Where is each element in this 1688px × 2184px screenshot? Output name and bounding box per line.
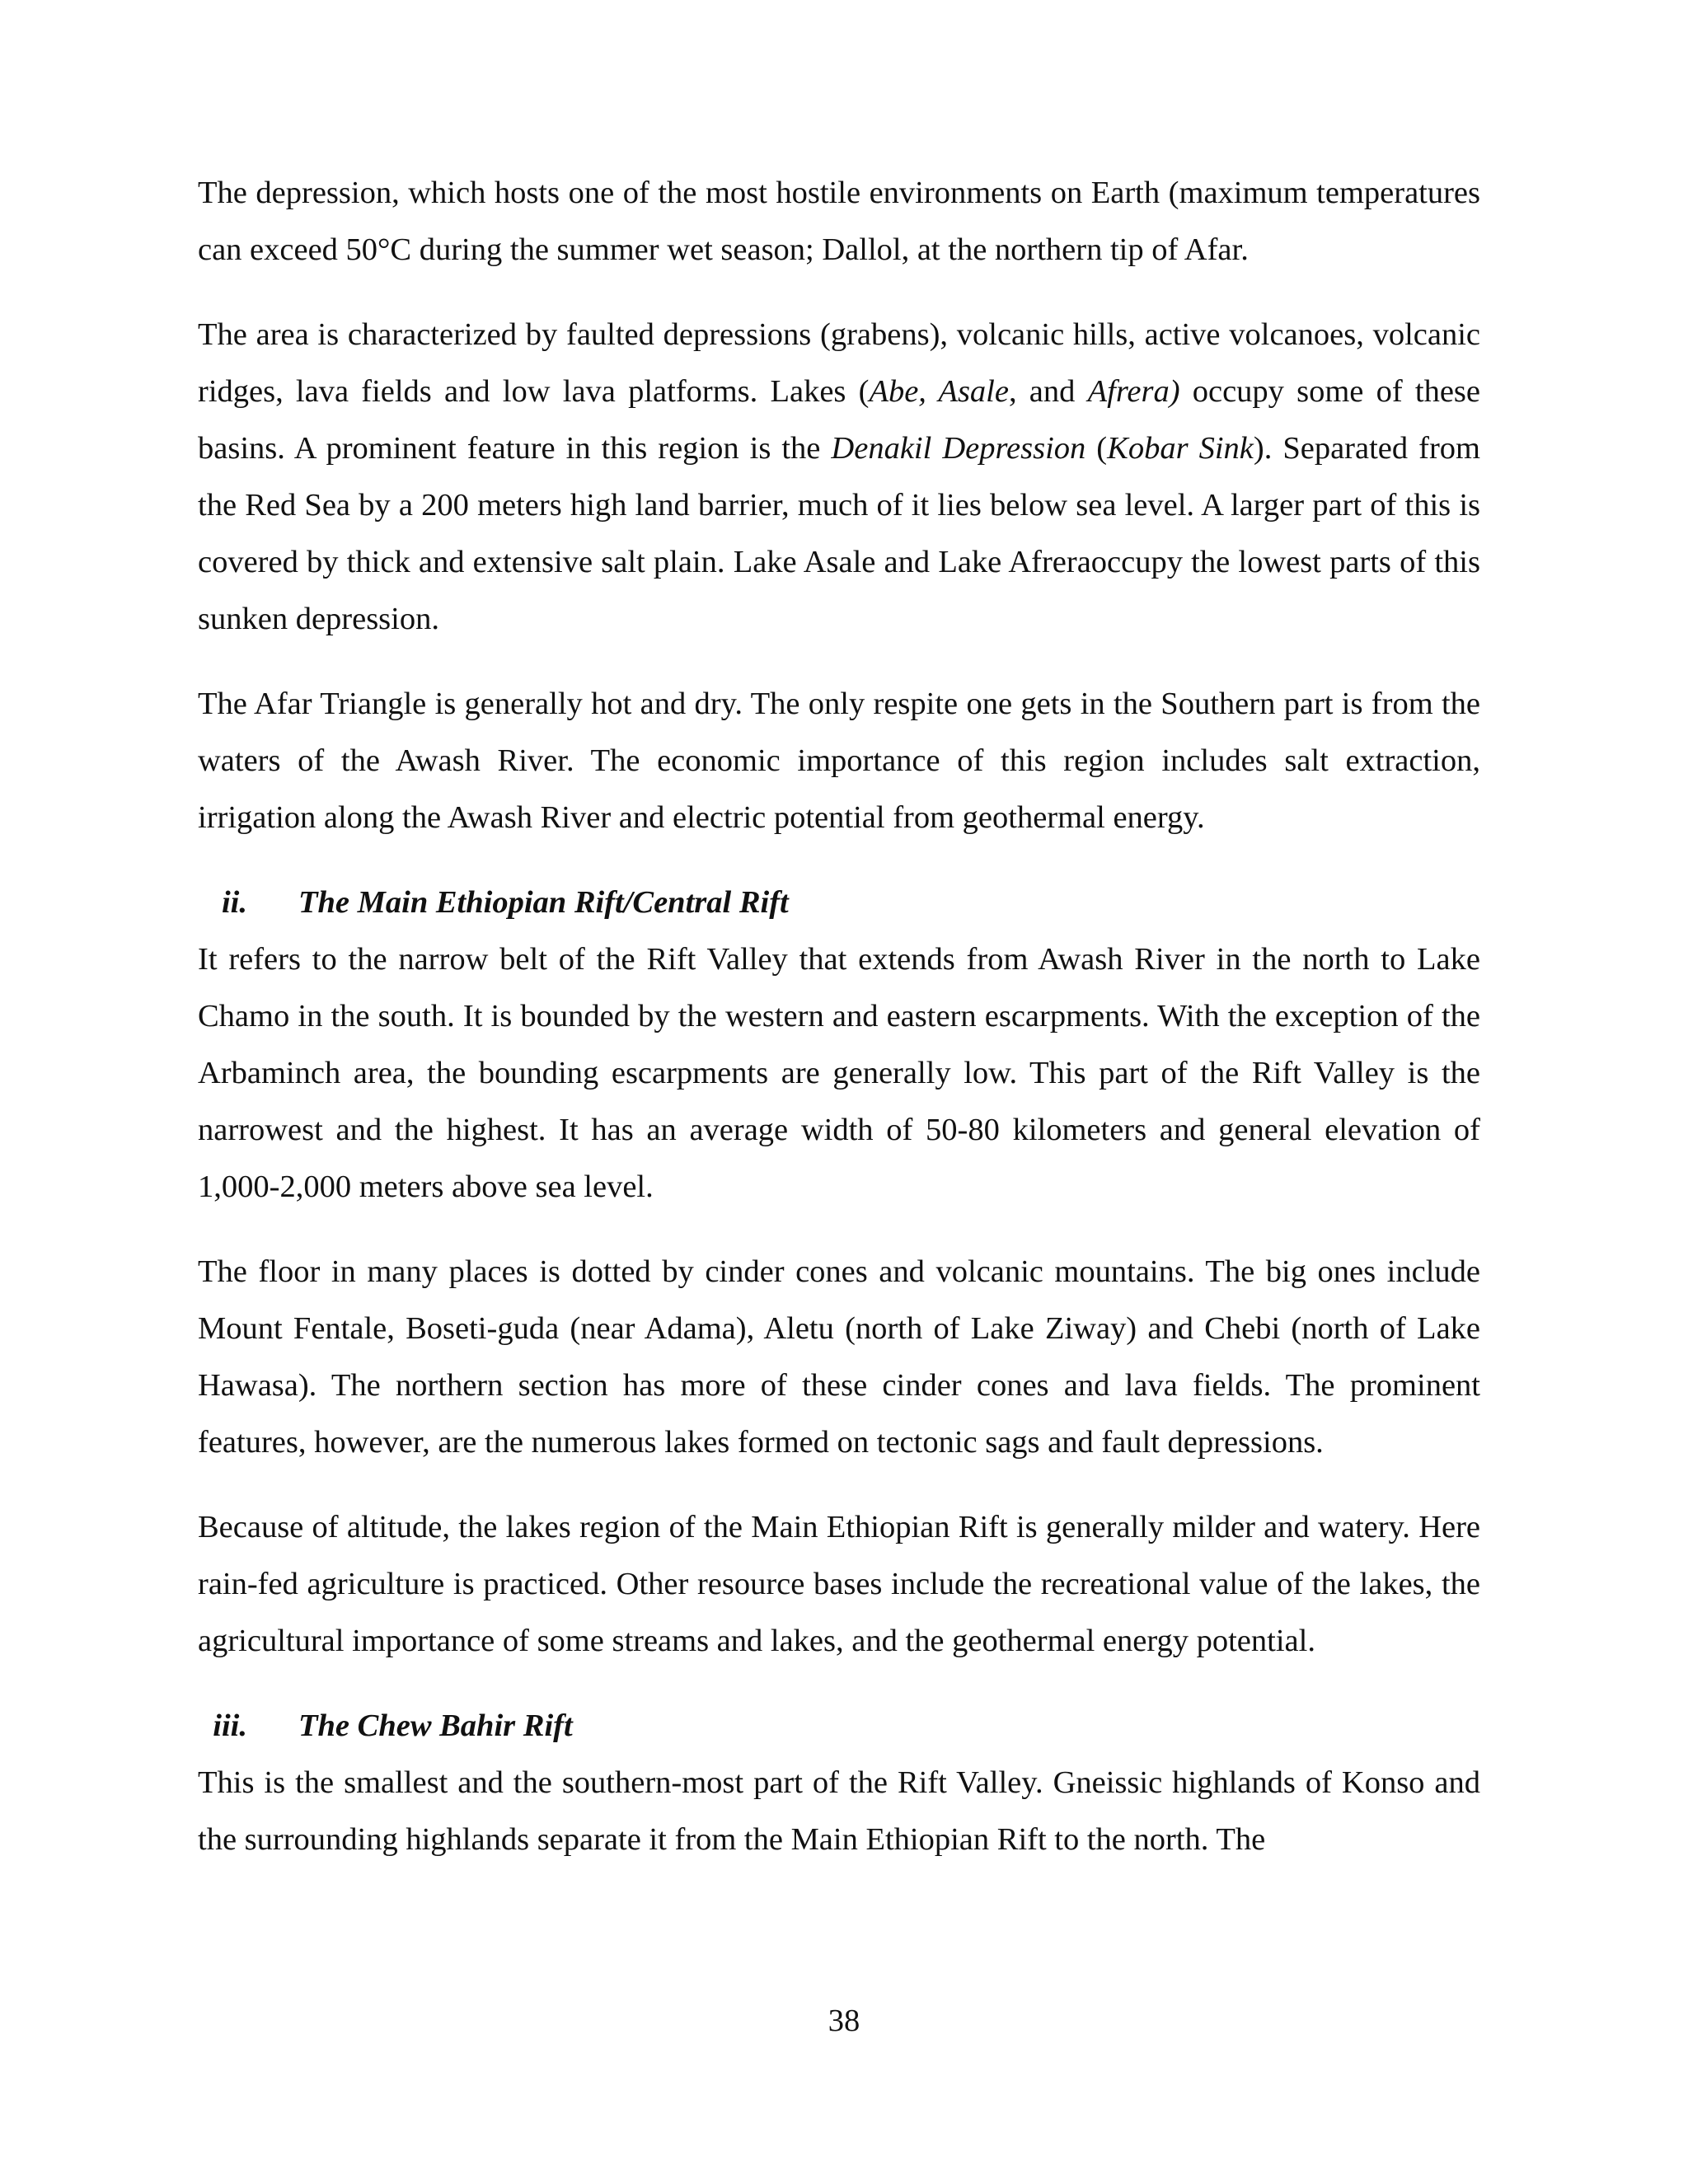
paragraph-text: ). Separated from the Red Sea by a 200 meters high land barrier, much of it lies below sea level. A larger part of this is covered by thick and extensive salt plain. Lake Asale and Lake Afreraoccupy the lowest parts of this sunken depression.: [198, 431, 1480, 636]
paragraph-rift-floor: [198, 1244, 1480, 1471]
section-heading-chew-bahir: [198, 1698, 1480, 1755]
paragraph-area-characteristics: [198, 307, 1480, 648]
paragraph-text: The depression, which hosts one of the most hostile environments on Earth (maximum temperatures can exceed 50°C during the summer wet season; Dallol, at the northern tip of Afar.: [198, 176, 1480, 267]
paragraph-text: , and: [1008, 374, 1088, 409]
paragraph-text: The Afar Triangle is generally hot and dry. The only respite one gets in the Southern part is from the waters of the Awash River. The economic importance of this region includes salt extraction, irrigation along the Awash River and electric potential from geothermal energy.: [198, 687, 1480, 835]
paragraph-lakes-region: [198, 1499, 1480, 1670]
page-number: 38: [828, 2004, 860, 2038]
paragraph-text: It refers to the narrow belt of the Rift Valley that extends from Awash River in the north to Lake Chamo in the south. It is bounded by the western and eastern escarpments. With the exception of the Arbaminch area, the bounding escarpments are generally low. This part of the Rift Valley is the narrowest and the highest. It has an average width of 50-80 kilometers and general elevation of 1,000-2,000 meters above sea level.: [198, 942, 1480, 1204]
paragraph-depression: [198, 165, 1480, 279]
italic-kobar-sink: Kobar Sink: [1107, 431, 1254, 466]
italic-denakil-depression: Denakil Depression: [831, 431, 1086, 466]
paragraph-text: The area is characterized by faulted depressions (grabens), volcanic hills, active volcanoes, volcanic ridges, lava fields and low lava platforms. Lakes (: [198, 317, 1480, 409]
section-heading-main-rift: [198, 874, 1480, 931]
section-title: The Main Ethiopian Rift/Central Rift: [298, 885, 789, 920]
section-number: ii.: [221, 885, 247, 920]
document-page: [198, 165, 1480, 1896]
paragraph-text: Because of altitude, the lakes region of the Main Ethiopian Rift is generally milder and watery. Here rain-fed agriculture is practiced. Other resource bases include the recreational value of the lakes, the agricultural importance of some streams and lakes, and the geothermal energy potential.: [198, 1510, 1480, 1658]
paragraph-afar-triangle: [198, 676, 1480, 846]
paragraph-main-rift-description: [198, 931, 1480, 1216]
paragraph-text: occupy some of these basins. A prominent feature in this region is the: [198, 374, 1480, 466]
paragraph-text: This is the smallest and the southern-most part of the Rift Valley. Gneissic highlands of Konso and the surrounding highlands separate it from the Main Ethiopian Rift to the north. The: [198, 1765, 1480, 1857]
paragraph-chew-bahir-description: [198, 1755, 1480, 1868]
paragraph-text: The floor in many places is dotted by cinder cones and volcanic mountains. The big ones include Mount Fentale, Boseti-guda (near Adama), Aletu (north of Lake Ziway) and Chebi (north of Lake Hawasa). The northern section has more of these cinder cones and lava fields. The prominent features, however, are the numerous lakes formed on tectonic sags and fault depressions.: [198, 1254, 1480, 1460]
section-number: iii.: [213, 1708, 247, 1743]
italic-lake-names: Abe, Asale: [869, 374, 1009, 409]
paragraph-text: (: [1085, 431, 1108, 466]
italic-lake-afrera: Afrera): [1087, 374, 1180, 409]
section-title: The Chew Bahir Rift: [298, 1708, 573, 1743]
